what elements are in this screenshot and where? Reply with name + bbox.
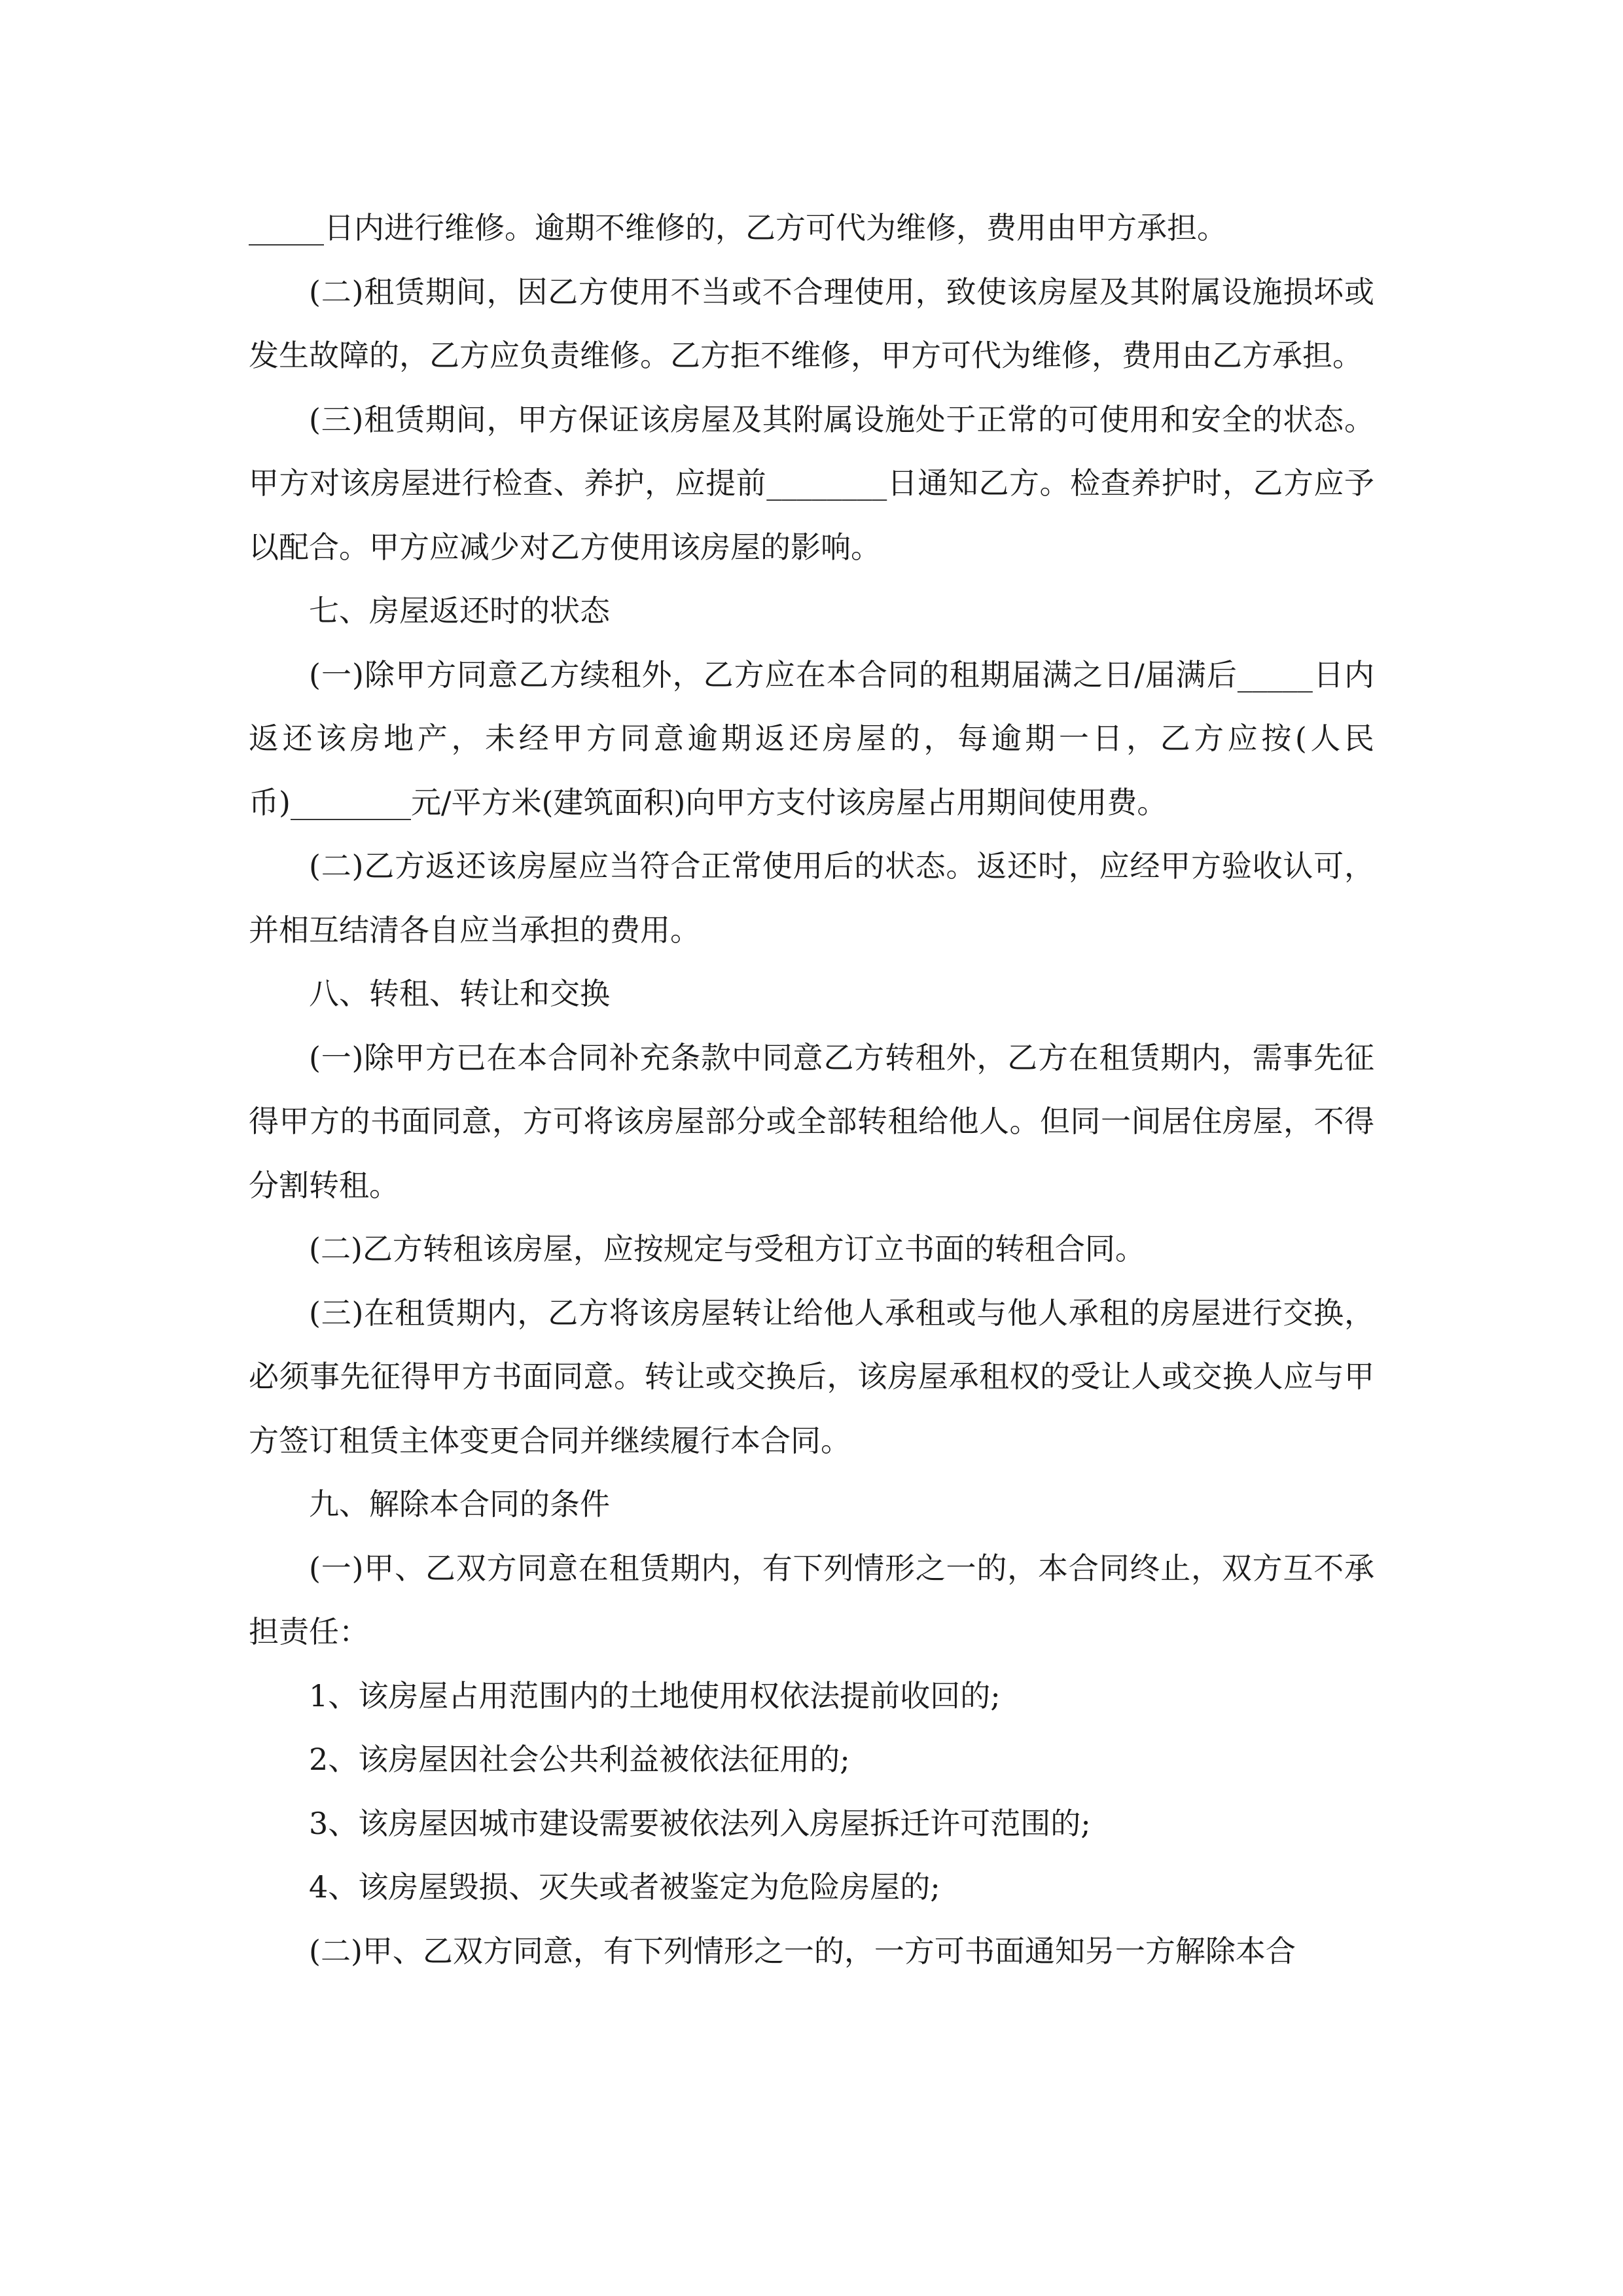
paragraph-transfer-exchange: (三)在租赁期内，乙方将该房屋转让给他人承租或与他人承租的房屋进行交换，必须事先征得甲方书面同意。转让或交换后，该房屋承租权的受让人或交换人应与甲方签订租赁主体变更合同并继续履行本合同。	[249, 1295, 1374, 1458]
paragraph-termination-mutual: (一)甲、乙双方同意在租赁期内，有下列情形之一的，本合同终止，双方互不承担责任：	[249, 1550, 1374, 1649]
paragraph-sublease-consent: (一)除甲方已在本合同补充条款中同意乙方转租外，乙方在租赁期内，需事先征得甲方的书面同意，方可将该房屋部分或全部转租给他人。但同一间居住房屋，不得分割转租。	[249, 1039, 1374, 1203]
section-heading-termination: 九、解除本合同的条件	[309, 1486, 610, 1522]
list-item-land-recovered: 1、该房屋占用范围内的土地使用权依法提前收回的;	[309, 1677, 1001, 1713]
list-item-damaged: 4、该房屋毁损、灭失或者被鉴定为危险房屋的;	[309, 1869, 940, 1905]
paragraph-improper-use: (二)租赁期间，因乙方使用不当或不合理使用，致使该房屋及其附属设施损坏或发生故障的，乙方应负责维修。乙方拒不维修，甲方可代为维修，费用由乙方承担。	[249, 274, 1374, 373]
list-item-public-interest: 2、该房屋因社会公共利益被依法征用的;	[309, 1742, 850, 1777]
paragraph-return-deadline: (一)除甲方同意乙方续租外，乙方应在本合同的租期届满之日/届满后_____日内返还该房地产，未经甲方同意逾期返还房屋的，每逾期一日，乙方应按(人民币)________元/平方米(建筑面积)向甲方支付该房屋占用期间使用费。	[249, 656, 1375, 820]
paragraph-return-condition: (二)乙方返还该房屋应当符合正常使用后的状态。返还时，应经甲方验收认可，并相互结清各自应当承担的费用。	[249, 848, 1374, 948]
section-heading-return-state: 七、房屋返还时的状态	[309, 593, 610, 628]
paragraph-inspection: (三)租赁期间，甲方保证该房屋及其附属设施处于正常的可使用和安全的状态。甲方对该房屋进行检查、养护，应提前________日通知乙方。检查养护时，乙方应予以配合。甲方应减少对乙方使用该房屋的影响。	[249, 401, 1374, 565]
list-item-demolition: 3、该房屋因城市建设需要被依法列入房屋拆迁许可范围的;	[309, 1805, 1091, 1841]
section-heading-sublease: 八、转租、转让和交换	[309, 976, 610, 1011]
paragraph-sublease-contract: (二)乙方转租该房屋，应按规定与受租方订立书面的转租合同。	[309, 1231, 1145, 1266]
contract-body	[249, 196, 1374, 1983]
paragraph-termination-notice: (二)甲、乙双方同意，有下列情形之一的，一方可书面通知另一方解除本合	[309, 1933, 1296, 1969]
paragraph-repair-deadline: _____日内进行维修。逾期不维修的，乙方可代为维修，费用由甲方承担。	[249, 210, 1227, 245]
